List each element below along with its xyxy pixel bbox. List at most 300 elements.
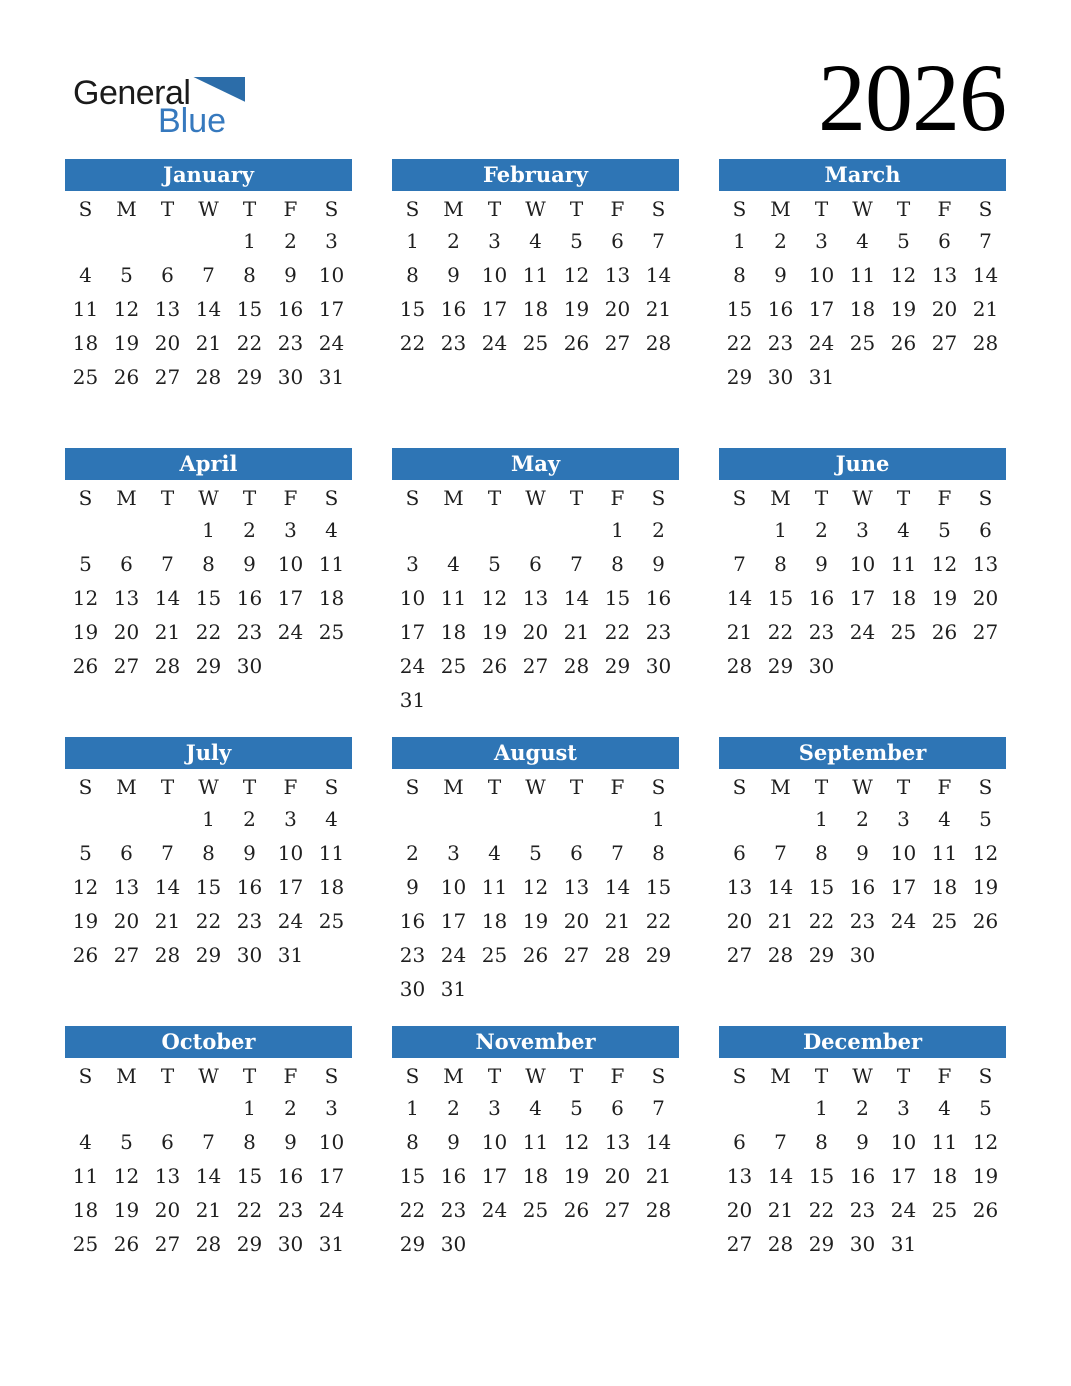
date-cell: 15 bbox=[195, 875, 222, 899]
weekday-header-row bbox=[392, 191, 679, 224]
date-cell bbox=[924, 649, 965, 683]
weekday-label: S bbox=[732, 197, 747, 221]
date-cell: 5 bbox=[120, 1130, 133, 1154]
date-cell: 11 bbox=[931, 841, 958, 865]
date-cell: 15 bbox=[808, 875, 835, 899]
month-title: March bbox=[719, 159, 1006, 191]
date-cell: 31 bbox=[808, 365, 835, 389]
date-cell: 2 bbox=[406, 841, 419, 865]
date-cell: 28 bbox=[767, 1232, 794, 1256]
date-cell: 17 bbox=[808, 297, 835, 321]
date-cell: 1 bbox=[243, 229, 256, 253]
month-title: April bbox=[65, 448, 352, 480]
weekday-label: W bbox=[525, 197, 546, 221]
date-cell: 8 bbox=[202, 552, 215, 576]
date-cell: 25 bbox=[72, 1232, 99, 1256]
date-cell bbox=[638, 972, 679, 1006]
month-title: May bbox=[392, 448, 679, 480]
date-cell: 19 bbox=[563, 297, 590, 321]
weekday-label: T bbox=[487, 486, 502, 510]
date-cell: 4 bbox=[325, 518, 338, 542]
date-cell: 1 bbox=[815, 807, 828, 831]
date-cell: 20 bbox=[113, 620, 140, 644]
date-cell: 7 bbox=[161, 841, 174, 865]
date-cell: 14 bbox=[604, 875, 631, 899]
date-cell: 27 bbox=[972, 620, 999, 644]
date-cell: 25 bbox=[522, 331, 549, 355]
date-cell: 10 bbox=[318, 263, 345, 287]
weekday-label: T bbox=[242, 775, 257, 799]
date-cell: 13 bbox=[726, 875, 753, 899]
weekday-label: F bbox=[283, 1064, 298, 1088]
month-title: November bbox=[392, 1026, 679, 1058]
date-cell bbox=[556, 972, 597, 1006]
date-cell: 2 bbox=[243, 807, 256, 831]
dates-grid bbox=[719, 1091, 1006, 1261]
date-cell: 1 bbox=[202, 807, 215, 831]
weekday-label: T bbox=[814, 486, 829, 510]
date-cell: 10 bbox=[849, 552, 876, 576]
weekday-label: T bbox=[569, 197, 584, 221]
dates-grid bbox=[392, 802, 679, 1006]
weekday-label: S bbox=[324, 1064, 339, 1088]
date-cell: 20 bbox=[931, 297, 958, 321]
date-cell: 1 bbox=[611, 518, 624, 542]
date-cell bbox=[883, 938, 924, 972]
date-cell bbox=[311, 649, 352, 683]
date-cell bbox=[719, 1091, 760, 1125]
month-title: July bbox=[65, 737, 352, 769]
date-cell bbox=[188, 224, 229, 258]
date-cell: 27 bbox=[604, 1198, 631, 1222]
date-cell: 29 bbox=[767, 654, 794, 678]
date-cell: 31 bbox=[399, 688, 426, 712]
date-cell: 16 bbox=[808, 586, 835, 610]
weekday-label: T bbox=[487, 1064, 502, 1088]
date-cell: 21 bbox=[154, 620, 181, 644]
weekday-label: F bbox=[937, 775, 952, 799]
weekday-label: F bbox=[283, 197, 298, 221]
date-cell: 10 bbox=[277, 841, 304, 865]
year-title: 2026 bbox=[818, 44, 1006, 151]
date-cell: 13 bbox=[931, 263, 958, 287]
date-cell: 20 bbox=[522, 620, 549, 644]
date-cell: 9 bbox=[284, 1130, 297, 1154]
date-cell bbox=[515, 972, 556, 1006]
calendar-grid bbox=[0, 159, 1071, 1315]
weekday-label: M bbox=[443, 486, 464, 510]
date-cell bbox=[965, 1227, 1006, 1261]
date-cell: 19 bbox=[113, 1198, 140, 1222]
dates-grid bbox=[392, 513, 679, 717]
date-cell: 18 bbox=[890, 586, 917, 610]
weekday-label: T bbox=[896, 1064, 911, 1088]
date-cell bbox=[965, 360, 1006, 394]
date-cell: 14 bbox=[972, 263, 999, 287]
date-cell bbox=[106, 224, 147, 258]
date-cell: 29 bbox=[808, 943, 835, 967]
weekday-label: W bbox=[525, 486, 546, 510]
date-cell: 15 bbox=[726, 297, 753, 321]
date-cell bbox=[188, 1091, 229, 1125]
date-cell: 23 bbox=[849, 909, 876, 933]
date-cell: 22 bbox=[604, 620, 631, 644]
weekday-label: S bbox=[324, 486, 339, 510]
date-cell bbox=[883, 649, 924, 683]
date-cell: 3 bbox=[488, 229, 501, 253]
date-cell: 13 bbox=[563, 875, 590, 899]
date-cell: 28 bbox=[154, 943, 181, 967]
weekday-label: S bbox=[78, 486, 93, 510]
date-cell: 27 bbox=[726, 1232, 753, 1256]
date-cell: 1 bbox=[406, 1096, 419, 1120]
date-cell: 30 bbox=[236, 654, 263, 678]
date-cell: 2 bbox=[284, 229, 297, 253]
date-cell: 6 bbox=[938, 229, 951, 253]
date-cell: 31 bbox=[890, 1232, 917, 1256]
date-cell: 14 bbox=[154, 586, 181, 610]
weekday-label: S bbox=[651, 1064, 666, 1088]
date-cell: 4 bbox=[447, 552, 460, 576]
date-cell: 16 bbox=[440, 297, 467, 321]
date-cell: 1 bbox=[652, 807, 665, 831]
weekday-label: W bbox=[525, 1064, 546, 1088]
date-cell bbox=[760, 1091, 801, 1125]
date-cell: 15 bbox=[645, 875, 672, 899]
date-cell: 19 bbox=[72, 620, 99, 644]
date-cell: 1 bbox=[243, 1096, 256, 1120]
weekday-label: M bbox=[443, 1064, 464, 1088]
weekday-label: S bbox=[978, 486, 993, 510]
date-cell: 10 bbox=[890, 1130, 917, 1154]
date-cell: 28 bbox=[767, 943, 794, 967]
date-cell: 25 bbox=[318, 909, 345, 933]
date-cell: 20 bbox=[726, 1198, 753, 1222]
date-cell: 26 bbox=[522, 943, 549, 967]
date-cell: 20 bbox=[604, 297, 631, 321]
date-cell: 4 bbox=[529, 1096, 542, 1120]
date-cell bbox=[965, 938, 1006, 972]
month-title: December bbox=[719, 1026, 1006, 1058]
date-cell: 28 bbox=[195, 1232, 222, 1256]
date-cell: 11 bbox=[440, 586, 467, 610]
weekday-label: M bbox=[116, 775, 137, 799]
date-cell: 9 bbox=[243, 552, 256, 576]
date-cell: 26 bbox=[481, 654, 508, 678]
date-cell: 16 bbox=[236, 586, 263, 610]
date-cell: 6 bbox=[611, 229, 624, 253]
dates-grid bbox=[719, 513, 1006, 683]
date-cell: 14 bbox=[563, 586, 590, 610]
weekday-label: T bbox=[569, 1064, 584, 1088]
weekday-label: F bbox=[283, 775, 298, 799]
date-cell bbox=[474, 802, 515, 836]
date-cell bbox=[842, 360, 883, 394]
month-january bbox=[65, 159, 352, 448]
date-cell: 21 bbox=[767, 909, 794, 933]
date-cell: 4 bbox=[856, 229, 869, 253]
date-cell: 9 bbox=[774, 263, 787, 287]
date-cell: 11 bbox=[72, 297, 99, 321]
date-cell: 29 bbox=[604, 654, 631, 678]
date-cell: 24 bbox=[890, 1198, 917, 1222]
date-cell: 27 bbox=[154, 365, 181, 389]
date-cell bbox=[638, 683, 679, 717]
weekday-label: S bbox=[732, 486, 747, 510]
weekday-label: F bbox=[937, 486, 952, 510]
weekday-label: F bbox=[610, 197, 625, 221]
date-cell: 2 bbox=[815, 518, 828, 542]
date-cell: 14 bbox=[767, 875, 794, 899]
weekday-label: T bbox=[487, 197, 502, 221]
month-march bbox=[719, 159, 1006, 448]
weekday-label: T bbox=[160, 197, 175, 221]
date-cell bbox=[474, 683, 515, 717]
date-cell: 30 bbox=[236, 943, 263, 967]
date-cell: 14 bbox=[645, 263, 672, 287]
date-cell: 23 bbox=[277, 1198, 304, 1222]
date-cell: 12 bbox=[931, 552, 958, 576]
date-cell: 8 bbox=[243, 263, 256, 287]
weekday-label: T bbox=[896, 775, 911, 799]
date-cell bbox=[597, 683, 638, 717]
date-cell: 19 bbox=[563, 1164, 590, 1188]
date-cell: 12 bbox=[113, 1164, 140, 1188]
date-cell bbox=[515, 683, 556, 717]
weekday-label: S bbox=[651, 486, 666, 510]
date-cell: 11 bbox=[318, 841, 345, 865]
date-cell: 7 bbox=[774, 1130, 787, 1154]
date-cell: 7 bbox=[733, 552, 746, 576]
date-cell: 2 bbox=[652, 518, 665, 542]
dates-grid bbox=[719, 224, 1006, 394]
date-cell bbox=[556, 1227, 597, 1261]
date-cell: 31 bbox=[440, 977, 467, 1001]
date-cell: 4 bbox=[79, 263, 92, 287]
date-cell: 8 bbox=[815, 841, 828, 865]
weekday-header-row bbox=[719, 480, 1006, 513]
date-cell: 23 bbox=[808, 620, 835, 644]
date-cell: 12 bbox=[522, 875, 549, 899]
date-cell: 20 bbox=[563, 909, 590, 933]
date-cell: 5 bbox=[570, 229, 583, 253]
date-cell: 25 bbox=[931, 1198, 958, 1222]
date-cell bbox=[147, 513, 188, 547]
date-cell: 5 bbox=[938, 518, 951, 542]
date-cell: 29 bbox=[808, 1232, 835, 1256]
date-cell: 18 bbox=[72, 1198, 99, 1222]
date-cell: 6 bbox=[611, 1096, 624, 1120]
month-august bbox=[392, 737, 679, 1026]
date-cell: 10 bbox=[318, 1130, 345, 1154]
date-cell: 17 bbox=[277, 875, 304, 899]
date-cell: 14 bbox=[726, 586, 753, 610]
date-cell: 12 bbox=[972, 1130, 999, 1154]
date-cell: 3 bbox=[488, 1096, 501, 1120]
date-cell: 29 bbox=[236, 365, 263, 389]
date-cell: 18 bbox=[522, 1164, 549, 1188]
weekday-label: S bbox=[324, 775, 339, 799]
date-cell: 4 bbox=[488, 841, 501, 865]
date-cell: 19 bbox=[481, 620, 508, 644]
dates-grid bbox=[65, 802, 352, 972]
date-cell: 26 bbox=[972, 1198, 999, 1222]
date-cell: 16 bbox=[277, 1164, 304, 1188]
date-cell: 20 bbox=[726, 909, 753, 933]
date-cell: 27 bbox=[726, 943, 753, 967]
date-cell: 29 bbox=[195, 943, 222, 967]
date-cell bbox=[719, 802, 760, 836]
date-cell: 20 bbox=[154, 331, 181, 355]
weekday-header-row bbox=[65, 480, 352, 513]
month-july bbox=[65, 737, 352, 1026]
date-cell: 4 bbox=[529, 229, 542, 253]
date-cell: 9 bbox=[447, 263, 460, 287]
date-cell: 12 bbox=[563, 1130, 590, 1154]
date-cell: 31 bbox=[277, 943, 304, 967]
date-cell: 30 bbox=[808, 654, 835, 678]
date-cell bbox=[719, 513, 760, 547]
date-cell: 11 bbox=[72, 1164, 99, 1188]
weekday-label: T bbox=[896, 486, 911, 510]
date-cell: 25 bbox=[931, 909, 958, 933]
date-cell: 13 bbox=[113, 586, 140, 610]
date-cell: 7 bbox=[611, 841, 624, 865]
date-cell: 3 bbox=[325, 1096, 338, 1120]
month-october bbox=[65, 1026, 352, 1315]
date-cell: 8 bbox=[733, 263, 746, 287]
date-cell: 27 bbox=[563, 943, 590, 967]
date-cell: 1 bbox=[202, 518, 215, 542]
weekday-label: S bbox=[405, 1064, 420, 1088]
date-cell: 7 bbox=[202, 1130, 215, 1154]
date-cell: 14 bbox=[195, 1164, 222, 1188]
date-cell: 15 bbox=[236, 1164, 263, 1188]
date-cell: 21 bbox=[972, 297, 999, 321]
weekday-label: S bbox=[978, 1064, 993, 1088]
date-cell: 27 bbox=[522, 654, 549, 678]
logo-text-blue: Blue bbox=[158, 102, 227, 140]
date-cell: 17 bbox=[890, 875, 917, 899]
month-december bbox=[719, 1026, 1006, 1315]
weekday-header-row bbox=[392, 1058, 679, 1091]
date-cell: 17 bbox=[318, 297, 345, 321]
date-cell: 6 bbox=[161, 263, 174, 287]
date-cell: 3 bbox=[897, 807, 910, 831]
date-cell: 2 bbox=[856, 807, 869, 831]
date-cell: 28 bbox=[195, 365, 222, 389]
date-cell: 3 bbox=[447, 841, 460, 865]
dates-grid bbox=[65, 1091, 352, 1261]
date-cell: 2 bbox=[284, 1096, 297, 1120]
date-cell: 10 bbox=[277, 552, 304, 576]
date-cell: 16 bbox=[399, 909, 426, 933]
weekday-label: T bbox=[814, 775, 829, 799]
date-cell: 22 bbox=[236, 1198, 263, 1222]
weekday-header-row bbox=[719, 1058, 1006, 1091]
date-cell: 18 bbox=[440, 620, 467, 644]
date-cell: 27 bbox=[154, 1232, 181, 1256]
date-cell: 14 bbox=[154, 875, 181, 899]
date-cell: 15 bbox=[767, 586, 794, 610]
date-cell: 9 bbox=[447, 1130, 460, 1154]
date-cell: 12 bbox=[481, 586, 508, 610]
date-cell: 16 bbox=[849, 875, 876, 899]
date-cell: 23 bbox=[645, 620, 672, 644]
date-cell: 13 bbox=[972, 552, 999, 576]
date-cell: 22 bbox=[399, 331, 426, 355]
date-cell: 10 bbox=[808, 263, 835, 287]
date-cell: 14 bbox=[645, 1130, 672, 1154]
date-cell: 28 bbox=[604, 943, 631, 967]
date-cell: 29 bbox=[195, 654, 222, 678]
date-cell: 18 bbox=[318, 875, 345, 899]
date-cell: 7 bbox=[161, 552, 174, 576]
weekday-label: M bbox=[443, 775, 464, 799]
month-may bbox=[392, 448, 679, 737]
date-cell: 20 bbox=[154, 1198, 181, 1222]
date-cell: 17 bbox=[849, 586, 876, 610]
date-cell bbox=[392, 513, 433, 547]
date-cell: 30 bbox=[277, 1232, 304, 1256]
date-cell: 9 bbox=[284, 263, 297, 287]
date-cell: 6 bbox=[733, 841, 746, 865]
date-cell: 5 bbox=[570, 1096, 583, 1120]
date-cell: 6 bbox=[529, 552, 542, 576]
date-cell: 22 bbox=[808, 909, 835, 933]
date-cell: 3 bbox=[897, 1096, 910, 1120]
date-cell: 13 bbox=[726, 1164, 753, 1188]
date-cell: 8 bbox=[611, 552, 624, 576]
date-cell bbox=[515, 1227, 556, 1261]
date-cell: 19 bbox=[972, 875, 999, 899]
logo-text-general: General bbox=[73, 74, 191, 112]
date-cell: 24 bbox=[318, 1198, 345, 1222]
date-cell: 19 bbox=[931, 586, 958, 610]
date-cell: 7 bbox=[202, 263, 215, 287]
date-cell: 4 bbox=[938, 807, 951, 831]
weekday-label: M bbox=[770, 486, 791, 510]
weekday-label: M bbox=[116, 486, 137, 510]
weekday-label: S bbox=[651, 197, 666, 221]
date-cell: 27 bbox=[113, 943, 140, 967]
date-cell: 19 bbox=[522, 909, 549, 933]
date-cell: 24 bbox=[890, 909, 917, 933]
date-cell: 30 bbox=[849, 1232, 876, 1256]
date-cell bbox=[65, 1091, 106, 1125]
date-cell: 25 bbox=[72, 365, 99, 389]
date-cell bbox=[760, 802, 801, 836]
date-cell: 10 bbox=[890, 841, 917, 865]
date-cell: 23 bbox=[277, 331, 304, 355]
weekday-label: T bbox=[242, 197, 257, 221]
weekday-label: F bbox=[610, 486, 625, 510]
date-cell: 4 bbox=[79, 1130, 92, 1154]
date-cell: 8 bbox=[774, 552, 787, 576]
date-cell: 30 bbox=[645, 654, 672, 678]
month-title: February bbox=[392, 159, 679, 191]
date-cell: 4 bbox=[938, 1096, 951, 1120]
date-cell: 16 bbox=[645, 586, 672, 610]
date-cell: 5 bbox=[79, 841, 92, 865]
date-cell: 16 bbox=[236, 875, 263, 899]
weekday-label: W bbox=[852, 197, 873, 221]
date-cell bbox=[924, 360, 965, 394]
date-cell: 19 bbox=[890, 297, 917, 321]
date-cell: 22 bbox=[399, 1198, 426, 1222]
date-cell: 2 bbox=[447, 229, 460, 253]
date-cell: 10 bbox=[481, 263, 508, 287]
